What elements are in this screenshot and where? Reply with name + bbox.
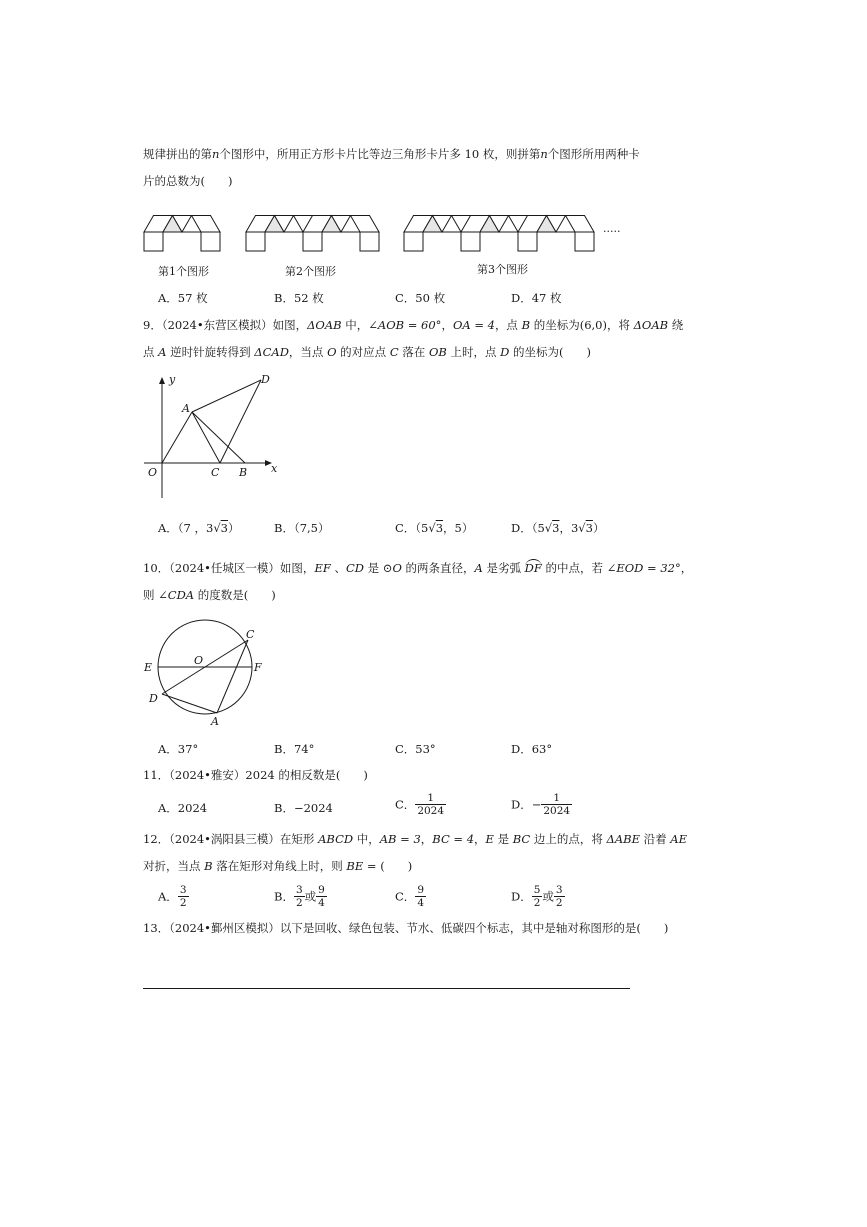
- q12-line1: 12．（2024•涡阳县三模）在矩形 ABCD 中，AB = 3，BC = 4，E 是 BC 边上的点，将 ΔABE 沿着 AE: [143, 832, 687, 846]
- label-c: C: [246, 628, 255, 641]
- square-tile: [303, 232, 322, 251]
- q8-line2: 片的总数为( ): [143, 174, 233, 188]
- q10-option-a[interactable]: A．37°: [158, 742, 199, 756]
- square-tile: [144, 232, 163, 251]
- q13-text: 13．（2024•鄞州区模拟）以下是回收、绿色包装、节水、低碳四个标志，其中是轴对称图形的是( ): [143, 921, 669, 935]
- fraction: $\frac{5}{2}$: [533, 884, 541, 909]
- q8-line1: 规律拼出的第n个图形中，所用正方形卡片比等边三角形卡片多 10 枚，则拼第n个图形所用两种卡: [143, 147, 640, 161]
- q10-circle-figure: [140, 618, 270, 728]
- fraction: $\frac{3}{2}$: [555, 884, 563, 909]
- q9-option-a[interactable]: A．（7 ，3√3）: [158, 521, 240, 535]
- q10-option-b[interactable]: B．74°: [274, 742, 315, 756]
- segment-ab: [192, 412, 245, 463]
- fraction: $\frac{9}{4}$: [318, 884, 325, 909]
- sqrt-sign: √: [544, 521, 553, 535]
- q8-option-b[interactable]: B．52 枚: [274, 291, 324, 305]
- q9-line1: 9．（2024•东营区模拟）如图，ΔOAB 中，∠AOB = 60°，OA = 4，点 B 的坐标为(6,0)，将 ΔOAB 绕: [143, 318, 684, 332]
- footer-rule: [143, 988, 630, 989]
- fraction: $\frac{3}{2}$: [179, 884, 187, 909]
- fraction: $\frac{1}{2024}$: [543, 792, 571, 817]
- y-axis-arrow: [159, 377, 165, 384]
- caption-figure-2: 第2个图形: [285, 265, 336, 278]
- sqrt-sign: √: [578, 521, 586, 535]
- segment-cd: [220, 380, 261, 463]
- q12-line2: 对折，当点 B 落在矩形对角线上时，则 BE = ( ): [143, 859, 413, 873]
- sqrt-sign: √: [213, 521, 221, 535]
- caption-figure-3: 第3个图形: [477, 263, 528, 276]
- caption-figure-1: 第1个图形: [158, 265, 209, 278]
- label-x: x: [271, 462, 278, 475]
- fraction: $\frac{3}{2}$: [295, 884, 303, 909]
- square-tile: [461, 232, 480, 251]
- q10-line1: 10．（2024•任城区一模）如图，EF 、CD 是 ⊙O 的两条直径，A 是劣弧 DF 的中点，若 ∠EOD = 32°，: [143, 561, 693, 575]
- chord-da: [162, 694, 217, 713]
- q11-option-b[interactable]: B．−2024: [274, 801, 333, 815]
- label-d: D: [261, 373, 270, 386]
- q12-option-a[interactable]: A． $\frac{3}{2}$: [158, 884, 187, 909]
- label-o: O: [148, 466, 158, 479]
- q8-option-c[interactable]: C．50 枚: [395, 291, 446, 305]
- q10-option-c[interactable]: C．53°: [395, 742, 436, 756]
- square-tile: [404, 232, 423, 251]
- fraction: $\frac{1}{2024}$: [417, 792, 445, 817]
- q9-option-b[interactable]: B．（7,5）: [274, 521, 330, 535]
- label-f: F: [254, 661, 262, 674]
- label-y: y: [169, 373, 176, 386]
- q8-option-d[interactable]: D．47 枚: [511, 291, 562, 305]
- q11-option-d[interactable]: D．− $\frac{1}{2024}$: [511, 792, 571, 817]
- label-d: D: [149, 692, 158, 705]
- q11-option-c[interactable]: C． $\frac{1}{2024}$: [395, 792, 445, 817]
- label-o: O: [194, 654, 204, 667]
- label-a: A: [211, 715, 219, 728]
- pattern-ellipsis: ·····: [603, 225, 621, 238]
- label-b: B: [239, 466, 248, 479]
- q12-option-d[interactable]: D． $\frac{5}{2}$ 或 $\frac{3}{2}$: [511, 884, 563, 909]
- segment-ad: [192, 380, 261, 412]
- q9-option-d[interactable]: D．（5√3，3√3）: [511, 521, 605, 535]
- square-tile: [360, 232, 379, 251]
- q12-option-c[interactable]: C． $\frac{9}{4}$: [395, 884, 424, 909]
- fraction: $\frac{9}{4}$: [417, 884, 424, 909]
- q10-line2: 则 ∠CDA 的度数是( ): [143, 588, 276, 602]
- square-tile: [566, 216, 595, 233]
- arc-df: DF: [524, 561, 542, 575]
- segment-oa: [162, 412, 192, 463]
- q9-line2: 点 A 逆时针旋转得到 ΔCAD，当点 O 的对应点 C 落在 OB 上时，点 D 的坐标为( ): [143, 345, 592, 359]
- segment-ac: [192, 412, 220, 463]
- sqrt-sign: √: [428, 521, 436, 535]
- q9-coordinate-figure: [142, 370, 282, 480]
- square-tile: [518, 232, 537, 251]
- square-tile: [192, 216, 221, 233]
- square-tile: [575, 232, 594, 251]
- square-tile: [201, 232, 220, 251]
- label-a: A: [182, 402, 190, 415]
- q10-option-d[interactable]: D．63°: [511, 742, 553, 756]
- q11-option-a[interactable]: A．2024: [158, 801, 208, 815]
- q12-option-b[interactable]: B． $\frac{3}{2}$ 或 $\frac{9}{4}$: [274, 884, 325, 909]
- q9-option-c[interactable]: C．（5√3，5）: [395, 521, 474, 535]
- label-c: C: [211, 466, 220, 479]
- q8-option-a[interactable]: A．57 枚: [158, 291, 208, 305]
- square-tile: [246, 232, 265, 251]
- label-e: E: [144, 661, 153, 674]
- square-tile: [351, 216, 380, 233]
- q11-text: 11．（2024•雅安）2024 的相反数是( ): [143, 768, 368, 782]
- chord-ca: [217, 640, 248, 713]
